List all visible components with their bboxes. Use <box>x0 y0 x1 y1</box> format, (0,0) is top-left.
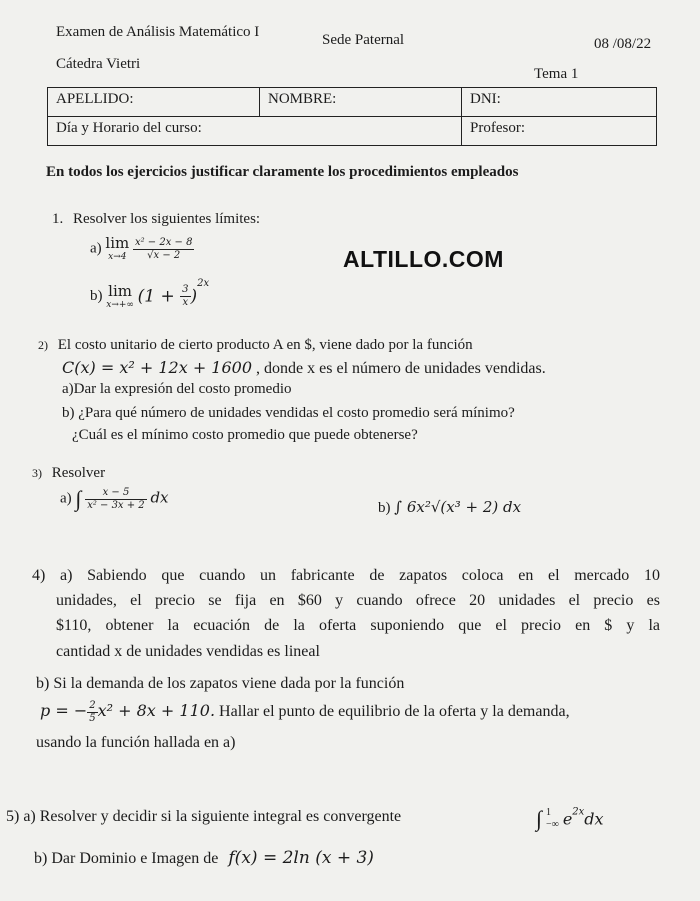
student-info-table <box>47 87 657 146</box>
ex1-b-sub: x→+∞ <box>106 299 134 310</box>
ex1-b-label: b) <box>90 288 103 304</box>
ex3-b-label: b) <box>378 500 391 516</box>
sede: Sede Paternal <box>322 32 405 48</box>
ex1-b-frac-num: 3 <box>182 284 189 296</box>
tema: Tema 1 <box>534 66 579 82</box>
apellido-field[interactable]: APELLIDO: <box>48 88 260 117</box>
ex4-b-formula-rest: x² + 8x + 110. <box>97 701 216 721</box>
ex1-a-label: a) <box>90 240 102 257</box>
ex5-a-dx: dx <box>584 809 604 829</box>
ex1-b-exponent: 2x <box>197 278 210 289</box>
ex2-text: El costo unitario de cierto producto A en $, viene dado por la función <box>57 337 473 353</box>
ex1-a-denominator: √x − 2 <box>147 249 181 261</box>
ex3-a-denominator: x² − 3x + 2 <box>87 499 145 511</box>
ex5-a-lower: −∞ <box>546 819 559 830</box>
ex1-a <box>90 235 194 263</box>
ex5-b <box>34 848 374 868</box>
ex1-b-frac-den: x <box>182 297 189 309</box>
ex1-b-open: (1 + <box>137 286 181 307</box>
profesor-field[interactable]: Profesor: <box>462 117 657 146</box>
exam-date: 08 /08/22 <box>594 36 652 52</box>
ex4-b-line1: b) Si la demanda de los zapatos viene dada por la función <box>36 675 405 692</box>
nombre-field[interactable]: NOMBRE: <box>260 88 462 117</box>
ex2-line2 <box>62 358 546 378</box>
ex4-b-line2 <box>40 700 570 725</box>
ex5-b-text: b) Dar Dominio e Imagen de <box>34 850 219 867</box>
ex5-a-text: 5) a) Resolver y decidir si la siguiente integral es convergente <box>6 808 402 825</box>
ex5-a-exponent: 2x <box>572 806 585 818</box>
ex2-number: 2) <box>38 338 48 352</box>
ex1-a-sub: x→4 <box>108 252 127 262</box>
watermark: ALTILLO.COM <box>343 246 504 272</box>
ex5-a-upper: 1 <box>546 807 552 818</box>
ex3-text: Resolver <box>51 465 106 481</box>
ex2-b2: ¿Cuál es el mínimo costo promedio que puede obtenerse? <box>72 427 418 443</box>
ex5-b-formula: f(x) = 2ln (x + 3) <box>228 848 374 868</box>
ex1-b-close: ) <box>190 286 198 307</box>
ex1-b <box>90 278 209 311</box>
catedra: Cátedra Vietri <box>56 56 141 72</box>
ex2-line1 <box>38 337 473 354</box>
ex3-b <box>378 498 521 517</box>
ex3-a <box>60 486 169 512</box>
ex2-a: a)Dar la expresión del costo promedio <box>62 381 292 397</box>
ex1-a-numerator: x² − 2x − 8 <box>134 236 193 248</box>
ex4-b-p: p = − <box>40 701 88 721</box>
ex1-prompt <box>52 211 260 228</box>
ex1-number: 1. <box>52 211 64 227</box>
ex3-a-numerator: x − 5 <box>85 487 147 500</box>
ex5-a-int-symbol: ∫ <box>536 806 543 831</box>
ex2-line2-rest: , donde x es el número de unidades vendidas. <box>256 360 546 377</box>
ex4-a-line1: 4) a) Sabiendo que cuando un fabricante de zapatos coloca en el mercado 10 <box>32 567 660 584</box>
ex3-prompt <box>32 465 105 482</box>
ex3-a-label: a) <box>60 490 72 507</box>
ex1-a-lim: lim <box>105 234 130 252</box>
ex4-b-line2-rest: Hallar el punto de equilibrio de la oferta y la demanda, <box>219 703 570 721</box>
ex4-b-frac-num: 2 <box>89 700 96 711</box>
ex5-a-integrand: e <box>562 809 573 829</box>
dia-horario-field[interactable]: Día y Horario del curso: <box>48 117 462 146</box>
dni-field[interactable]: DNI: <box>462 88 657 117</box>
ex3-b-expression: ∫ 6x²√(x³ + 2) dx <box>394 498 522 516</box>
ex4-a-line4: cantidad x de unidades vendidas es lineal <box>56 643 320 660</box>
ex3-a-integral: ∫ <box>75 486 82 511</box>
ex2-b1: b) ¿Para qué número de unidades vendidas el costo promedio será mínimo? <box>62 405 515 421</box>
ex4-b-frac-den: 5 <box>89 713 96 724</box>
ex1-b-lim: lim <box>108 281 132 300</box>
ex5-a-integral <box>536 806 604 832</box>
exam-title: Examen de Análisis Matemático I <box>56 24 260 40</box>
ex4-a-line3: $110, obtener la ecuación de la oferta suponiendo que el precio en $ y la <box>56 617 660 634</box>
ex3-number: 3) <box>32 466 42 480</box>
ex1-text: Resolver los siguientes límites: <box>73 211 261 227</box>
ex4-b-line3: usando la función hallada en a) <box>36 734 236 751</box>
ex3-a-dx: dx <box>150 488 169 507</box>
ex2-formula: C(x) = x² + 12x + 1600 <box>62 358 253 377</box>
instruction: En todos los ejercicios justificar claramente los procedimientos empleados <box>46 164 519 180</box>
ex4-a-line2: unidades, el precio se fija en $60 y cuando ofrece 20 unidades el precio es <box>56 592 660 609</box>
